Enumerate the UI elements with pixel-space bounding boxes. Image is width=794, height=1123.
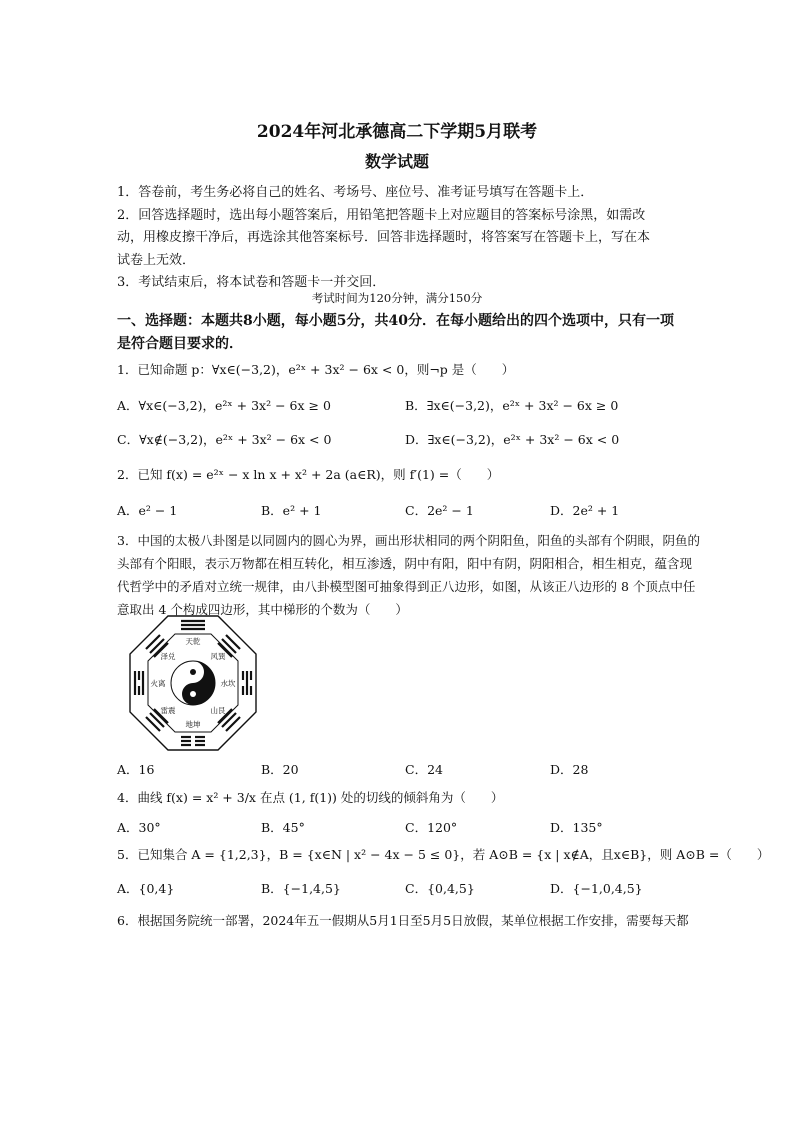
trigram-label-top: 天乾	[185, 637, 201, 646]
q4-option-c: C．120°	[405, 820, 458, 835]
trigram-label-top-left: 泽兑	[160, 652, 176, 661]
q3-option-b: B．20	[261, 762, 299, 777]
q3-option-c: C．24	[405, 762, 443, 777]
instruction-3: 3．考试结束后，将本试卷和答题卡一并交回．	[117, 275, 386, 290]
taiji-yin-yang-icon	[171, 661, 215, 705]
bagua-octagon-figure	[128, 614, 258, 752]
trigram-label-right: 水坎	[220, 679, 236, 688]
q1-option-b: B．∃x∈(−3,2)，e²ˣ + 3x² − 6x ≥ 0	[405, 398, 619, 413]
q5-option-a: A．{0,4}	[117, 881, 175, 896]
q2-option-c: C．2e² − 1	[405, 503, 474, 518]
q3-option-a: A．16	[117, 762, 155, 777]
q5-option-b: B．{−1,4,5}	[261, 881, 341, 896]
q1-option-d: D．∃x∈(−3,2)，e²ˣ + 3x² − 6x < 0	[405, 432, 620, 447]
instruction-2c: 试卷上无效．	[117, 253, 196, 268]
instruction-2b: 动，用橡皮擦干净后，再选涂其他答案标号．回答非选择题时，将答案写在答题卡上，写在本	[117, 230, 651, 245]
q1-option-a: A．∀x∈(−3,2)，e²ˣ + 3x² − 6x ≥ 0	[117, 398, 331, 413]
q5-stem: 5．已知集合 A = {1,2,3}，B = {x∈N | x² − 4x − 5 ≤ 0}，若 A⊙B = {x | x∉A，且x∈B}，则 A⊙B =（ ）	[117, 847, 770, 862]
trigram-label-bottom-left: 雷震	[160, 706, 176, 715]
q5-option-d: D．{−1,0,4,5}	[550, 881, 643, 896]
q4-option-b: B．45°	[261, 820, 305, 835]
q2-option-d: D．2e² + 1	[550, 503, 620, 518]
q1-stem: 1．已知命题 p：∀x∈(−3,2)，e²ˣ + 3x² − 6x < 0，则¬p 是（ ）	[117, 362, 515, 377]
section-heading-2: 是符合题目要求的．	[117, 336, 243, 352]
q3-line-4: 意取出 4 个构成四边形，其中梯形的个数为（ ）	[117, 602, 408, 617]
section-heading-1: 一、选择题：本题共8小题，每小题5分，共40分．在每小题给出的四个选项中，只有一项	[117, 313, 674, 329]
q3-line-3: 代哲学中的矛盾对立统一规律，由八卦模型图可抽象得到正八边形，如图，从该正八边形的 8 个顶点中任	[117, 579, 696, 594]
q3-line-2: 头部有个阳眼，表示万物都在相互转化，相互渗透，阴中有阳，阳中有阴，阴阳相合，相生相克，蕴含现	[117, 556, 693, 571]
q2-stem: 2．已知 f(x) = e²ˣ − x ln x + x² + 2a (a∈R)，则 f′(1) =（ ）	[117, 467, 500, 482]
trigram-label-bottom: 地坤	[185, 720, 201, 729]
exam-info: 考试时间为120分钟，满分150分	[311, 291, 483, 305]
exam-subtitle: 数学试题	[364, 152, 429, 171]
q4-option-d: D．135°	[550, 820, 603, 835]
exam-title: 2024年河北承德高二下学期5月联考	[256, 122, 538, 142]
trigram-label-top-right: 风巽	[210, 652, 226, 661]
trigram-label-bottom-right: 山艮	[210, 706, 226, 715]
q4-stem: 4．曲线 f(x) = x² + 3/x 在点 (1, f(1)) 处的切线的倾斜角为（ ）	[117, 790, 504, 805]
q3-line-1: 3．中国的太极八卦图是以同圆内的圆心为界，画出形状相同的两个阴阳鱼，阳鱼的头部有个阴眼，阴鱼的	[117, 533, 700, 548]
q1-option-c: C．∀x∉(−3,2)，e²ˣ + 3x² − 6x < 0	[117, 432, 332, 447]
q2-option-b: B．e² + 1	[261, 503, 322, 518]
q6-stem: 6．根据国务院统一部署，2024年五一假期从5月1日至5月5日放假，某单位根据工作安排，需要每天都	[117, 913, 689, 928]
q2-option-a: A．e² − 1	[117, 503, 178, 518]
instruction-2a: 2．回答选择题时，选出每小题答案后，用铅笔把答题卡上对应题目的答案标号涂黑，如需改	[117, 208, 646, 223]
instruction-1: 1．答卷前，考生务必将自己的姓名、考场号、座位号、准考证号填写在答题卡上．	[117, 185, 594, 200]
q3-option-d: D．28	[550, 762, 589, 777]
q4-option-a: A．30°	[117, 820, 161, 835]
trigram-label-left: 火离	[150, 679, 166, 688]
q5-option-c: C．{0,4,5}	[405, 881, 475, 896]
